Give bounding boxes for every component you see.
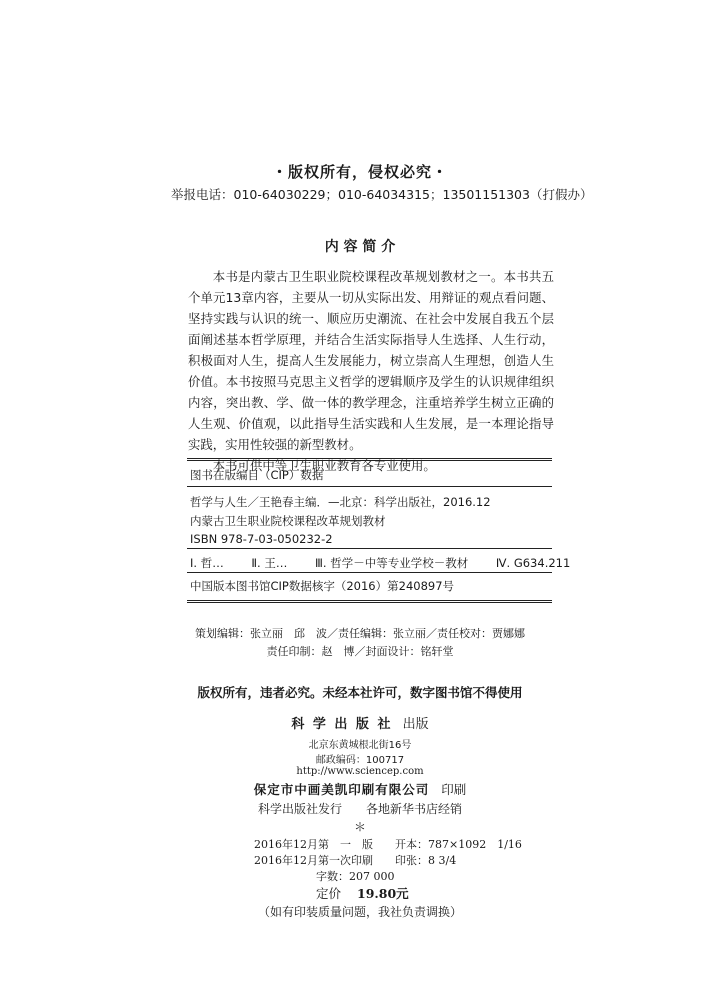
rights-notice: 版权所有，违者必究。未经本社许可，数字图书馆不得使用 [197, 685, 523, 700]
intro-paragraph: 本书是内蒙古卫生职业院校课程改革规划教材之一。本书共五个单元13章内容，主要从一切从实际出发、用辩证的观点看问题、坚持实践与认识的统一、顺应历史潮流、在社会中发展自我五个层面阐述基本哲学原理，并结合生活实际指导人生选择、人生行动，积极面对人生，提高人生发展能力，树立崇高人生理想，创造人生价值。本书按照马克思主义哲学的逻辑顺序及学生的认识规律组织内容，突出教、学、做一体的教学理念，注重培养学生树立正确的人生观、价值观，以此指导生活实践和人生发展，是一本理论指导实践，实用性较强的新型教材。 [188, 269, 554, 452]
price-line [316, 884, 409, 902]
cip-title-line: 哲学与人生／王艳春主编．—北京：科学出版社，2016.12 [190, 495, 491, 509]
printing-line: 2016年12月第一次印刷 印张：8 3/4 [254, 854, 457, 867]
printer-line [0, 780, 720, 798]
cip-bottom-rule [187, 600, 552, 603]
copyright-title: ・版权所有，侵权必究・ [271, 163, 448, 181]
staff-credits-line: 责任印制：赵 博／封面设计：铭轩堂 [266, 645, 454, 658]
distribution-line: 科学出版社发行 各地新华书店经销 [257, 802, 462, 816]
cip-subject: Ⅱ. 王… [251, 556, 288, 570]
publisher-url: http://www.sciencep.com [296, 766, 424, 777]
cip-series-line: 内蒙古卫生职业院校课程改革规划教材 [190, 514, 386, 528]
intro-usage-paragraph: 本书可供中等卫生职业教育各专业使用。 [212, 458, 436, 473]
edition-line: 2016年12月第 一 版 开本：787×1092 1/16 [254, 838, 522, 851]
publisher-role: 出版 [402, 717, 429, 732]
cip-subject: Ⅲ. 哲学－中等专业学校－教材 [315, 556, 469, 570]
cip-mid-rule [187, 548, 552, 549]
cip-header: 图书在版编目（CIP）数据 [190, 468, 324, 482]
printer-role: 印刷 [441, 782, 467, 797]
printer-name: 保定市中画美凯印刷有限公司 [253, 782, 430, 797]
cip-subject: Ⅰ. 哲… [190, 556, 224, 570]
report-hotline: 举报电话：010-64030229；010-64034315；13501151303（打假办） [171, 187, 593, 202]
word-count: 字数：207 000 [316, 870, 395, 883]
cip-record-line: 中国版本图书馆CIP数据核字（2016）第240897号 [190, 579, 455, 593]
cip-lower-rule [187, 572, 552, 573]
intro-heading: 内 容 简 介 [324, 239, 396, 255]
price-label: 定价 [316, 886, 342, 901]
cip-header-rule [187, 486, 552, 487]
staff-credits-line: 策划编辑：张立丽 邱 波／责任编辑：张立丽／责任校对：贾娜娜 [195, 627, 525, 640]
cip-top-rule [187, 458, 552, 461]
cip-subjects-line [190, 555, 570, 571]
publisher-name: 科 学 出 版 社 [291, 717, 393, 732]
quality-note: （如有印装质量问题，我社负责调换） [257, 905, 462, 919]
intro-body [188, 266, 554, 476]
separator-asterisk: ＊ [353, 820, 366, 834]
publisher-address: 北京东黄城根北街16号 [308, 740, 412, 751]
publisher-line [0, 713, 720, 732]
price-value: 19.80元 [357, 886, 409, 901]
cip-subject: Ⅳ. G634.211 [495, 556, 571, 570]
cip-isbn-line: ISBN 978-7-03-050232-2 [190, 532, 333, 546]
publisher-postcode: 邮政编码：100717 [315, 755, 405, 766]
